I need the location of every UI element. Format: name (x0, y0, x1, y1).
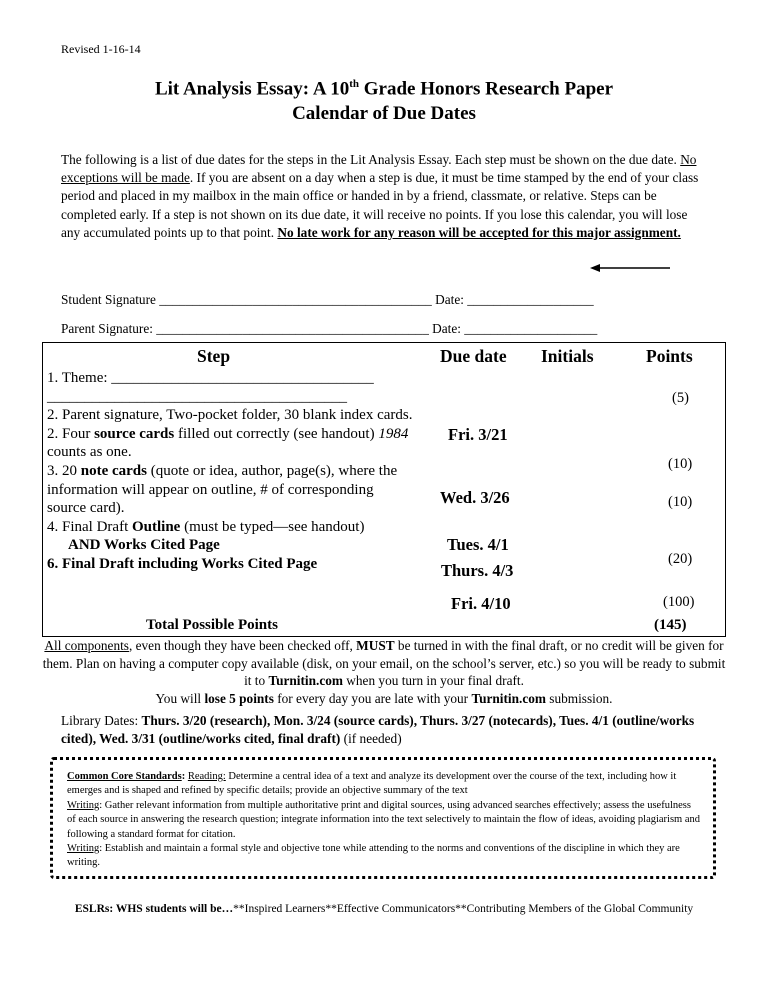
step-source-cards (47, 425, 415, 462)
step-parent-signature: 2. Parent signature, Two-pocket folder, 30 blank index cards. (47, 407, 413, 424)
eslr-label: ESLRs: WHS students will be… (74, 903, 234, 915)
note-text-2: be turned in with the final draft, or no credit will be given for them. Plan on having a computer copy available (disk, on your email, on the school’s server, etc.) so you will be ready to submit it to (42, 638, 726, 688)
reading-text: Determine a central idea of a text and analyze its development over the course of the text, including how it emerges and is shaped and refined by specific details; provide an objective summary of the text (67, 771, 677, 797)
steps-list (47, 369, 415, 574)
step-source-cards-num: 2. Four (47, 425, 95, 442)
writing-text-1: : Gather relevant information from multiple authoritative print and digital sources, using advanced searches effectively; assess the usefulness of each source in answering the research question; integrate information into the text selectively to maintain the flow of ideas, avoiding plagiarism and following a standard format for citation. (67, 799, 701, 840)
points-4: (20) (668, 551, 693, 567)
library-if-needed: (if needed) (340, 731, 402, 746)
eslr-text: **Inspired Learners**Effective Communicators**Contributing Members of the Global Community (233, 903, 694, 915)
title-superscript: th (349, 78, 360, 90)
step-note-cards (47, 462, 415, 518)
reading-label: Reading: (187, 771, 226, 782)
step-note-cards-text: (quote or idea, author, page(s), where the information will appear on outline, # of corresponding source card). (47, 462, 398, 517)
library-dates (61, 712, 711, 748)
page-subtitle: Calendar of Due Dates (292, 103, 476, 124)
points-5: (100) (663, 594, 695, 610)
header-step: Step (197, 346, 231, 366)
page-title (0, 78, 768, 100)
intro-no-exceptions: No exceptions will be made (61, 152, 697, 186)
due-date-2: Wed. 3/26 (440, 488, 510, 507)
note-turnitin-2: Turnitin.com (471, 690, 546, 706)
total-label: Total Possible Points (146, 617, 278, 633)
note-lose-points: lose 5 points (204, 690, 274, 706)
due-date-1: Fri. 3/21 (448, 425, 508, 444)
parent-signature-line[interactable]: Parent Signature: _________________________________________ Date: ____________________ (61, 321, 598, 336)
step-final-draft: 6. Final Draft including Works Cited Page (47, 555, 318, 572)
intro-text-2: . If you are absent on a day when a step is due, it must be time stamped by the end of your class period and placed in my mailbox in the main office or handed in by a friend, classmate, or relative. Steps can be completed early. If a step is not shown on its due date, it will receive no points. If you lose this calendar, you will lose any accumulated points up to that point. (61, 170, 699, 240)
due-date-3: Tues. 4/1 (447, 535, 509, 554)
step-outline-num: 4. Final Draft (47, 518, 132, 535)
note-all-components: All components (44, 638, 129, 653)
intro-no-late-work: No late work for any reason will be accepted for this major assignment. (277, 224, 681, 240)
note-turnitin-1: Turnitin.com (268, 673, 343, 688)
step-works-cited: AND Works Cited Page (68, 537, 220, 554)
student-signature-line[interactable]: Student Signature _________________________________________ Date: ___________________ (61, 292, 594, 307)
step-outline (47, 518, 415, 537)
total-points: (145) (654, 617, 687, 633)
revision-date: Revised 1-16-14 (61, 42, 141, 56)
due-date-5: Fri. 4/10 (451, 594, 511, 613)
components-note (42, 637, 726, 707)
library-dates-list: Thurs. 3/20 (research), Mon. 3/24 (source cards), Thurs. 3/27 (notecards), Tues. 4/1 (outline/works cited), Wed. 3/31 (outline/works cited, final draft) (61, 713, 695, 746)
step-source-cards-text: filled out correctly (see handout) (174, 425, 379, 442)
points-2: (10) (668, 456, 693, 472)
left-arrow-icon (590, 263, 670, 273)
note-text-4: You will (155, 690, 205, 706)
writing-label-2: Writing (67, 843, 100, 855)
step-source-cards-end: counts as one. (47, 444, 132, 461)
step-outline-bold: Outline (131, 518, 181, 535)
title-part-a: Lit Analysis Essay: A 10 (154, 78, 350, 100)
step-note-cards-bold: note cards (80, 462, 147, 479)
library-label: Library Dates: (61, 713, 142, 728)
header-initials: Initials (541, 346, 594, 366)
writing-label-1: Writing (67, 799, 100, 811)
writing-text-2: : Establish and maintain a formal style and objective tone while attending to the norms and conventions of the discipline in which they are writing. (67, 843, 680, 869)
note-text-3: when you turn in your final draft. (342, 673, 524, 688)
step-theme-line1: 1. Theme: ___________________________________ (47, 370, 374, 386)
header-due-date: Due date (440, 346, 507, 366)
step-note-cards-num: 3. 20 (47, 462, 81, 479)
title-part-b: Grade Honors Research Paper (359, 78, 614, 100)
intro-text-1: The following is a list of due dates for the steps in the Lit Analysis Essay. Each step must be shown on the due date. (61, 152, 681, 167)
eslr-footer (40, 902, 728, 917)
intro-paragraph (61, 151, 707, 242)
due-date-4: Thurs. 4/3 (441, 561, 514, 580)
note-text-5: for every day you are late with your (273, 690, 472, 706)
header-points: Points (646, 346, 693, 366)
points-1: (5) (672, 390, 689, 406)
common-core-standards-box (50, 757, 716, 879)
step-outline-text: (must be typed—see handout) (180, 518, 365, 535)
step-source-cards-book: 1984 (378, 425, 409, 442)
standards-colon: : (181, 771, 188, 782)
step-source-cards-bold: source cards (94, 425, 175, 442)
step-theme-line2: ________________________________________ (47, 388, 347, 405)
note-text-1: , even though they have been checked off, (128, 638, 357, 653)
note-must: MUST (356, 638, 395, 653)
points-3: (10) (668, 494, 693, 510)
standards-label: Common Core Standards (67, 771, 182, 782)
note-text-6: submission. (545, 690, 613, 706)
